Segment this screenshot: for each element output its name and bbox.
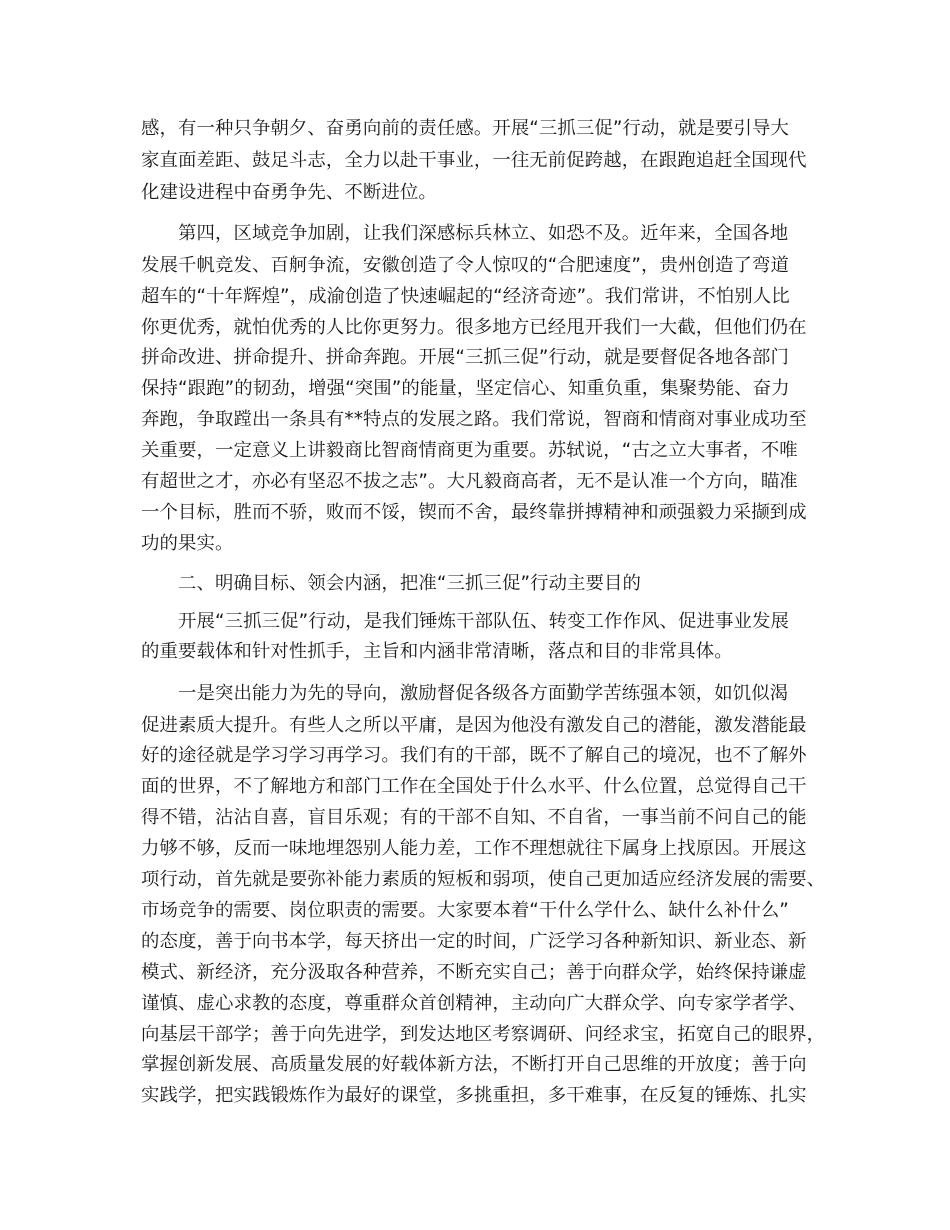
- text-line: 奔跑，争取蹚出一条具有**特点的发展之路。我们常说，智商和情商对事业成功至: [141, 409, 807, 430]
- text-line: 一是突出能力为先的导向，激励督促各级各方面勤学苦练强本领，如饥似渴: [178, 683, 789, 704]
- text-line: 发展千帆竞发、百舸争流，安徽创造了令人惊叹的“合肥速度”，贵州创造了弯道: [141, 255, 789, 276]
- text-line: 拼命改进、拼命提升、拼命奔跑。开展“三抓三促”行动，就是要督促各地各部门: [141, 347, 789, 368]
- text-line: 促进素质大提升。有些人之所以平庸，是因为他没有激发自己的潜能，激发潜能最: [141, 715, 807, 736]
- text-line: 好的途径就是学习学习再学习。我们有的干部，既不了解自己的境况，也不了解外: [141, 745, 807, 766]
- text-line: 向基层干部学；善于向先进学，到发达地区考察调研、问经求宝，拓宽自己的眼界，: [141, 1024, 826, 1045]
- text-line: 保持“跟跑”的韧劲，增强“突围”的能量，坚定信心、知重负重，集聚势能、奋力: [141, 378, 790, 399]
- text-line: 面的世界，不了解地方和部门工作在全国处于什么水平、什么位置，总觉得自己干: [141, 776, 807, 797]
- text-line: 家直面差距、鼓足斗志，全力以赴干事业，一往无前促跨越，在跟跑追赶全国现代: [141, 150, 807, 171]
- text-line: 的态度，善于向书本学，每天挤出一定的时间，广泛学习各种新知识、新业态、新: [141, 931, 807, 952]
- text-line: 项行动，首先就是要弥补能力素质的短板和弱项，使自己更加适应经济发展的需要、: [141, 869, 826, 890]
- text-line: 第四，区域竞争加剧，让我们深感标兵林立、如恐不及。近年来，全国各地: [178, 223, 789, 244]
- text-line: 功的果实。: [141, 533, 234, 554]
- text-line: 关重要，一定意义上讲毅商比智商情商更为重要。苏轼说，“古之立大事者，不唯: [141, 440, 798, 461]
- text-line: 有超世之才，亦必有坚忍不拔之志”。大凡毅商高者，无不是认准一个方向，瞄准: [141, 471, 798, 492]
- text-line: 力够不够，反而一味地埋怨别人能力差，工作不理想就往下属身上找原因。开展这: [141, 838, 807, 859]
- text-line: 化建设进程中奋勇争先、不断进位。: [141, 182, 437, 203]
- text-line: 掌握创新发展、高质量发展的好载体新方法，不断打开自己思维的开放度；善于向: [141, 1054, 807, 1075]
- text-line: 一个目标，胜而不骄，败而不馁，锲而不舍，最终靠拼搏精神和顽强毅力采撷到成: [141, 502, 807, 523]
- text-line: 模式、新经济，充分汲取各种营养，不断充实自己；善于向群众学，始终保持谦虚: [141, 962, 807, 983]
- text-line: 谨慎、虚心求教的态度，尊重群众首创精神，主动向广大群众学、向专家学者学、: [141, 993, 807, 1014]
- text-line: 的重要载体和针对性抓手，主旨和内涵非常清晰，落点和目的非常具体。: [141, 641, 733, 662]
- text-line: 得不错，沾沾自喜，盲目乐观；有的干部不自知、不自省，一事当前不问自己的能: [141, 807, 807, 828]
- text-line: 实践学，把实践锻炼作为最好的课堂，多挑重担，多干难事，在反复的锤炼、扎实: [141, 1085, 807, 1106]
- text-line: 超车的“十年辉煌”，成渝创造了快速崛起的“经济奇迹”。我们常讲，不怕别人比: [141, 286, 790, 307]
- text-line: 感，有一种只争朝夕、奋勇向前的责任感。开展“三抓三促”行动，就是要引导大: [141, 118, 789, 139]
- text-line: 市场竞争的需要、岗位职责的需要。大家要本着“干什么学什么、缺什么补什么”: [141, 900, 789, 921]
- section-heading: 二、明确目标、领会内涵，把准“三抓三促”行动主要目的: [178, 573, 642, 594]
- text-line: 你更优秀，就怕优秀的人比你更努力。很多地方已经甩开我们一大截，但他们仍在: [141, 317, 807, 338]
- text-line: 开展“三抓三促”行动，是我们锤炼干部队伍、转变工作作风、促进事业发展: [178, 611, 789, 632]
